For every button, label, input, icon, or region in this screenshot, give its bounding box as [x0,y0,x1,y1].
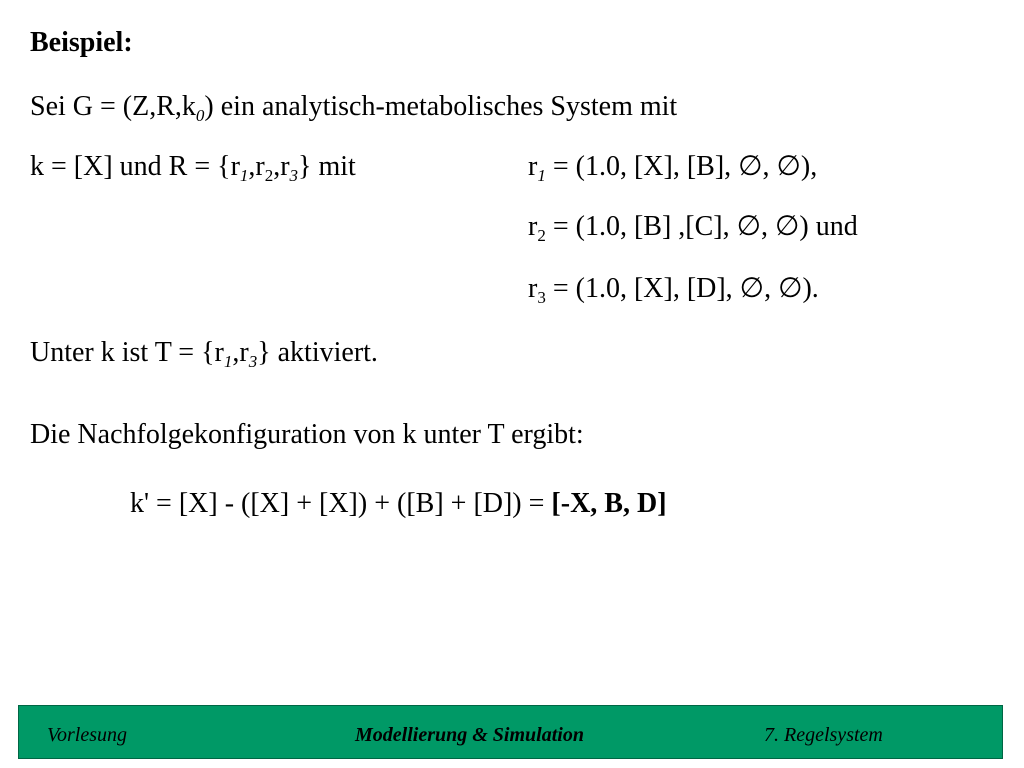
footer-lecture: Vorlesung [47,724,127,746]
successor-formula: k' = [X] - ([X] + [X]) + ([B] + [D]) = [-X, B, D] [130,488,667,519]
footer-bar [18,705,1003,759]
configuration-line: k = [X] und $R = \{r_1,r_2,r_3\}$ mit [30,151,356,185]
rule-r1: $r_1 = (1.0$, [X], [B], ∅, ∅), [528,151,818,185]
footer-course-title: Modellierung & Simulation [355,724,584,746]
footer-chapter: 7. Regelsystem [764,724,883,746]
formula-result: [-X, B, D] [551,488,667,519]
rule-r3: $r_3 = (1.0$, [X], [D], ∅, ∅). [528,273,819,307]
rule-r2: $r_2 = (1.0$, [B] ,[C], ∅, ∅) und [528,211,858,245]
system-definition-line: Sei $G = (Z,R,k_0)$ ein analytisch-metabolisches System mit [30,91,678,125]
activated-rules-line: Unter k ist $T = \{r_1,r_3\}$ aktiviert. [30,337,378,371]
heading: Beispiel: [30,27,133,58]
successor-intro: Die Nachfolgekonfiguration von k unter T ergibt: [30,419,584,450]
